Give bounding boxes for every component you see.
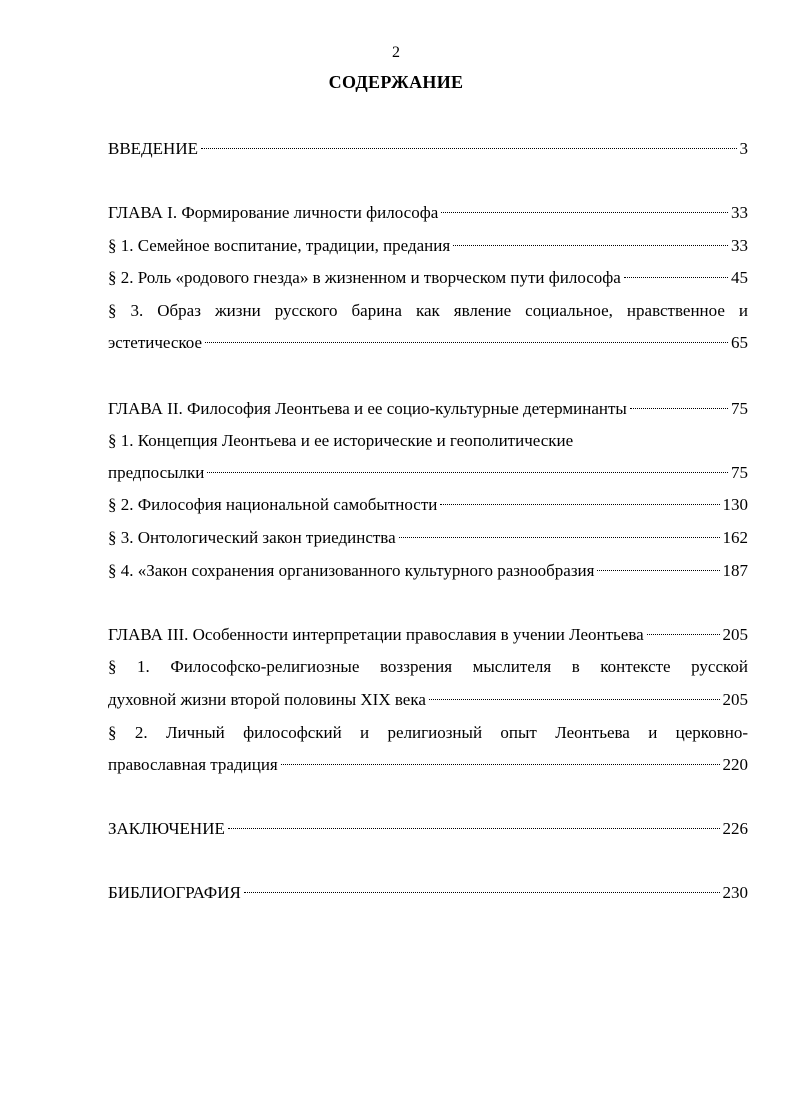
- toc-entry-page: 205: [722, 690, 748, 709]
- toc-entry-label: духовной жизни второй половины XIX века: [108, 690, 426, 709]
- toc-entry-introduction: [108, 136, 748, 162]
- toc-entry-page: 205: [722, 625, 748, 644]
- dot-leader: [453, 245, 728, 246]
- dot-leader: [647, 634, 720, 635]
- toc-entry-label: ЗАКЛЮЧЕНИЕ: [108, 819, 225, 838]
- dot-leader: [205, 342, 728, 343]
- dot-leader: [244, 892, 720, 893]
- toc-entry-label: предпосылки: [108, 463, 205, 482]
- page-title: СОДЕРЖАНИЕ: [328, 72, 464, 92]
- toc-entry-ch2-section-1-line1: § 1. Концепция Леонтьева и ее исторические и геополитические: [108, 431, 574, 450]
- toc-entry-page: 45: [731, 268, 748, 287]
- toc-entry-page: 187: [722, 561, 748, 580]
- dot-leader: [207, 472, 728, 473]
- toc-entry-ch3-section-1-line1: § 1. Философско-религиозные воззрения мыслителя в контексте русской: [108, 657, 748, 676]
- dot-leader: [228, 828, 720, 829]
- dot-leader: [597, 570, 719, 571]
- toc-entry-ch3-section-1: [108, 687, 748, 713]
- toc-entry-label: эстетическое: [108, 333, 203, 352]
- toc-entry-page: 75: [731, 399, 748, 418]
- toc-entry-label: ГЛАВА III. Особенности интерпретации православия в учении Леонтьева: [108, 625, 644, 644]
- toc-entry-page: 230: [722, 883, 748, 902]
- page-number: 2: [392, 44, 400, 61]
- toc-entry-chapter-1: [108, 200, 748, 226]
- toc-entry-label: § 2. Философия национальной самобытности: [108, 495, 438, 514]
- toc-entry-ch3-section-2-line1: § 2. Личный философский и религиозный опыт Леонтьева и церковно-: [108, 723, 748, 742]
- toc-entry-chapter-3: [108, 622, 748, 648]
- toc-entry-page: 33: [731, 203, 748, 222]
- toc-entry-ch1-section-3: [108, 330, 748, 356]
- toc-entry-page: 65: [731, 333, 748, 352]
- dot-leader: [440, 504, 719, 505]
- toc-entry-page: 220: [722, 755, 748, 774]
- dot-leader: [630, 408, 728, 409]
- toc-entry-label: православная традиция: [108, 755, 278, 774]
- toc-entry-ch2-section-3: [108, 525, 748, 551]
- toc-entry-page: 162: [722, 528, 748, 547]
- toc-entry-conclusion: [108, 816, 748, 842]
- dot-leader: [441, 212, 728, 213]
- toc-entry-page: 75: [731, 463, 748, 482]
- dot-leader: [281, 764, 720, 765]
- toc-entry-page: 226: [722, 819, 748, 838]
- toc-entry-ch2-section-4: [108, 558, 748, 584]
- toc-entry-label: ГЛАВА II. Философия Леонтьева и ее социо-культурные детерминанты: [108, 399, 627, 418]
- dot-leader: [429, 699, 720, 700]
- toc-entry-label: БИБЛИОГРАФИЯ: [108, 883, 241, 902]
- toc-entry-ch3-section-2: [108, 752, 748, 778]
- toc-entry-ch1-section-1: [108, 233, 748, 259]
- toc-entry-label: § 1. Семейное воспитание, традиции, предания: [108, 236, 451, 255]
- toc-entry-page: 130: [722, 495, 748, 514]
- toc-entry-ch1-section-2: [108, 265, 748, 291]
- toc-entry-label: § 4. «Закон сохранения организованного культурного разнообразия: [108, 561, 595, 580]
- toc-entry-ch1-section-3-line1: § 3. Образ жизни русского барина как явление социальное, нравственное и: [108, 301, 748, 320]
- toc-entry-label: ВВЕДЕНИЕ: [108, 139, 198, 158]
- toc-entry-label: § 3. Онтологический закон триединства: [108, 528, 396, 547]
- toc-entry-ch2-section-2: [108, 492, 748, 518]
- toc-entry-chapter-2: [108, 396, 748, 422]
- toc-entry-page: 3: [739, 139, 748, 158]
- toc-entry-page: 33: [731, 236, 748, 255]
- toc-entry-label: § 2. Роль «родового гнезда» в жизненном и творческом пути философа: [108, 268, 621, 287]
- toc-entry-ch2-section-1: [108, 460, 748, 486]
- toc-entry-bibliography: [108, 880, 748, 906]
- dot-leader: [399, 537, 720, 538]
- toc-entry-label: ГЛАВА I. Формирование личности философа: [108, 203, 439, 222]
- dot-leader: [201, 148, 737, 149]
- dot-leader: [624, 277, 728, 278]
